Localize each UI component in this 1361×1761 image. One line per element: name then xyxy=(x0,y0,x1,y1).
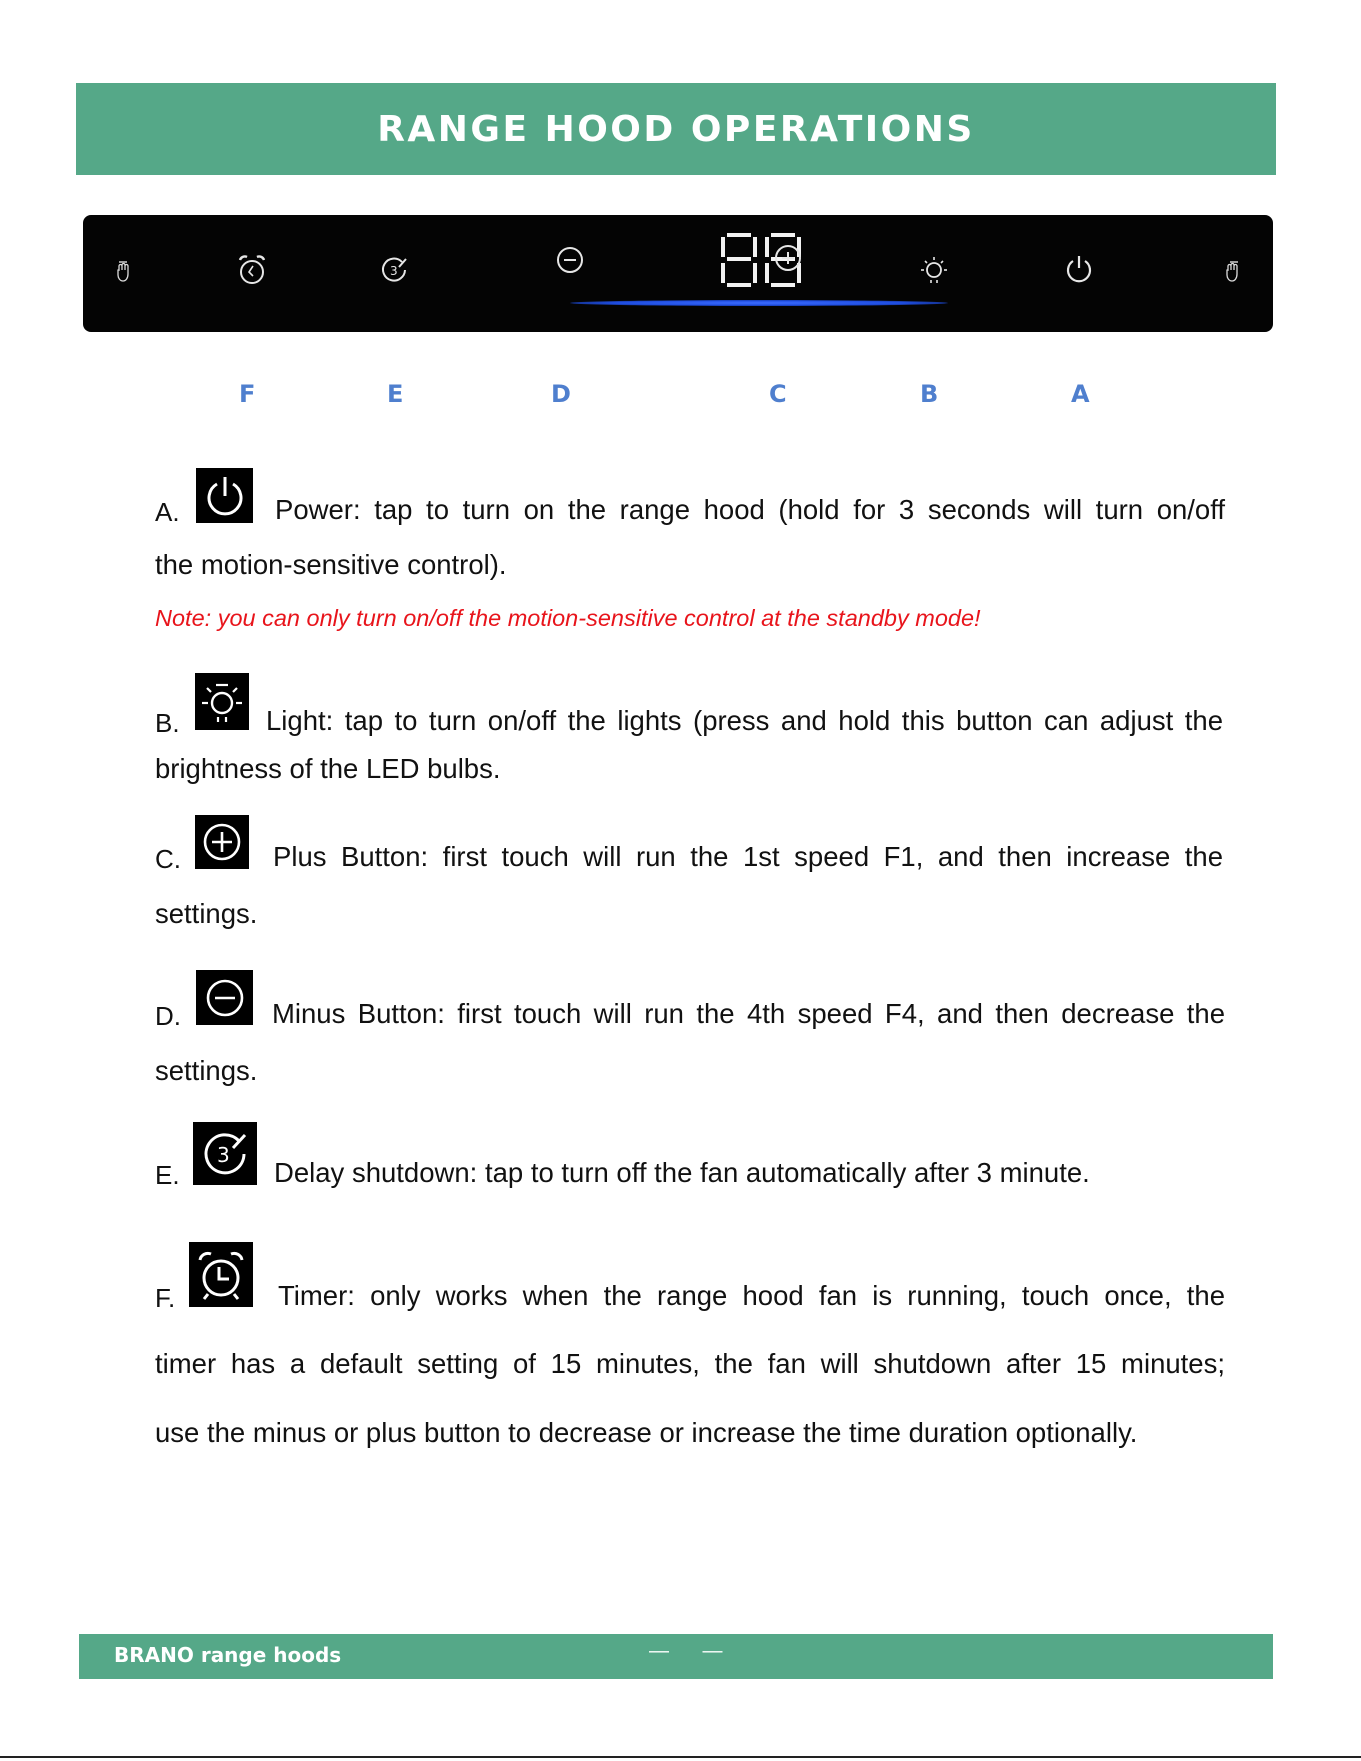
item-c-line-2: settings. xyxy=(155,898,258,929)
item-d-line-1: Minus Button: first touch will run the 4th speed F4, and then decrease the xyxy=(272,998,1225,1029)
item-e-text xyxy=(155,1157,1225,1189)
item-f-line-3: use the minus or plus button to decrease or increase the time duration optionally. xyxy=(155,1417,1138,1448)
item-d-letter: D. xyxy=(155,1001,181,1031)
light-bulb-icon[interactable] xyxy=(919,255,949,285)
label-d: D xyxy=(551,380,571,408)
item-f-line-1: Timer: only works when the range hood fan is running, touch once, the xyxy=(278,1280,1225,1311)
header-banner xyxy=(76,83,1276,175)
control-panel xyxy=(83,215,1273,332)
footer-brand: BRANO range hoods xyxy=(114,1643,342,1667)
item-e-letter: E. xyxy=(155,1160,180,1190)
bottom-rule xyxy=(0,1756,1361,1758)
item-c-text xyxy=(155,841,1225,930)
item-b-line-2: brightness of the LED bulbs. xyxy=(155,753,501,784)
hand-wave-icon[interactable] xyxy=(113,258,135,286)
hand-wave-icon[interactable] xyxy=(1222,258,1244,286)
item-b-text xyxy=(155,705,1225,785)
item-a-line-2: the motion-sensitive control). xyxy=(155,549,507,580)
item-f-line-2: timer has a default setting of 15 minutes, the fan will shutdown after 15 minutes; xyxy=(155,1348,1225,1379)
svg-text:3: 3 xyxy=(217,1142,230,1167)
item-c-letter: C. xyxy=(155,844,181,874)
label-c: C xyxy=(769,380,787,408)
label-e: E xyxy=(387,380,404,408)
blue-glow-bar xyxy=(570,300,948,306)
item-c-line-1: Plus Button: first touch will run the 1st speed F1, and then increase the xyxy=(273,841,1223,872)
item-b-line-1: Light: tap to turn on/off the lights (press and hold this button can adjust the xyxy=(266,705,1223,736)
alarm-clock-icon[interactable] xyxy=(235,252,269,288)
label-f: F xyxy=(239,380,256,408)
item-b-letter: B. xyxy=(155,708,180,738)
svg-text:3: 3 xyxy=(390,264,398,278)
note-text: Note: you can only turn on/off the motion-sensitive control at the standby mode! xyxy=(155,605,981,631)
label-b: B xyxy=(920,380,939,408)
power-icon[interactable] xyxy=(1062,252,1096,286)
minus-icon[interactable] xyxy=(554,244,586,276)
page-number: — — xyxy=(649,1640,737,1662)
page-title: RANGE HOOD OPERATIONS xyxy=(377,108,975,150)
item-a-text xyxy=(155,494,1225,581)
item-d-line-2: settings. xyxy=(155,1055,258,1086)
item-d-text xyxy=(155,998,1225,1087)
item-f-text xyxy=(155,1280,1225,1449)
label-a: A xyxy=(1071,380,1090,408)
item-f-letter: F. xyxy=(155,1283,176,1313)
footer-bar xyxy=(79,1634,1273,1679)
delay-3-icon[interactable] xyxy=(378,254,410,286)
item-e-line-1: Delay shutdown: tap to turn off the fan automatically after 3 minute. xyxy=(274,1157,1090,1188)
item-a-line-1: Power: tap to turn on the range hood (hold for 3 seconds will turn on/off xyxy=(275,494,1225,525)
item-a-letter: A. xyxy=(155,497,180,527)
plus-icon[interactable] xyxy=(772,242,804,274)
